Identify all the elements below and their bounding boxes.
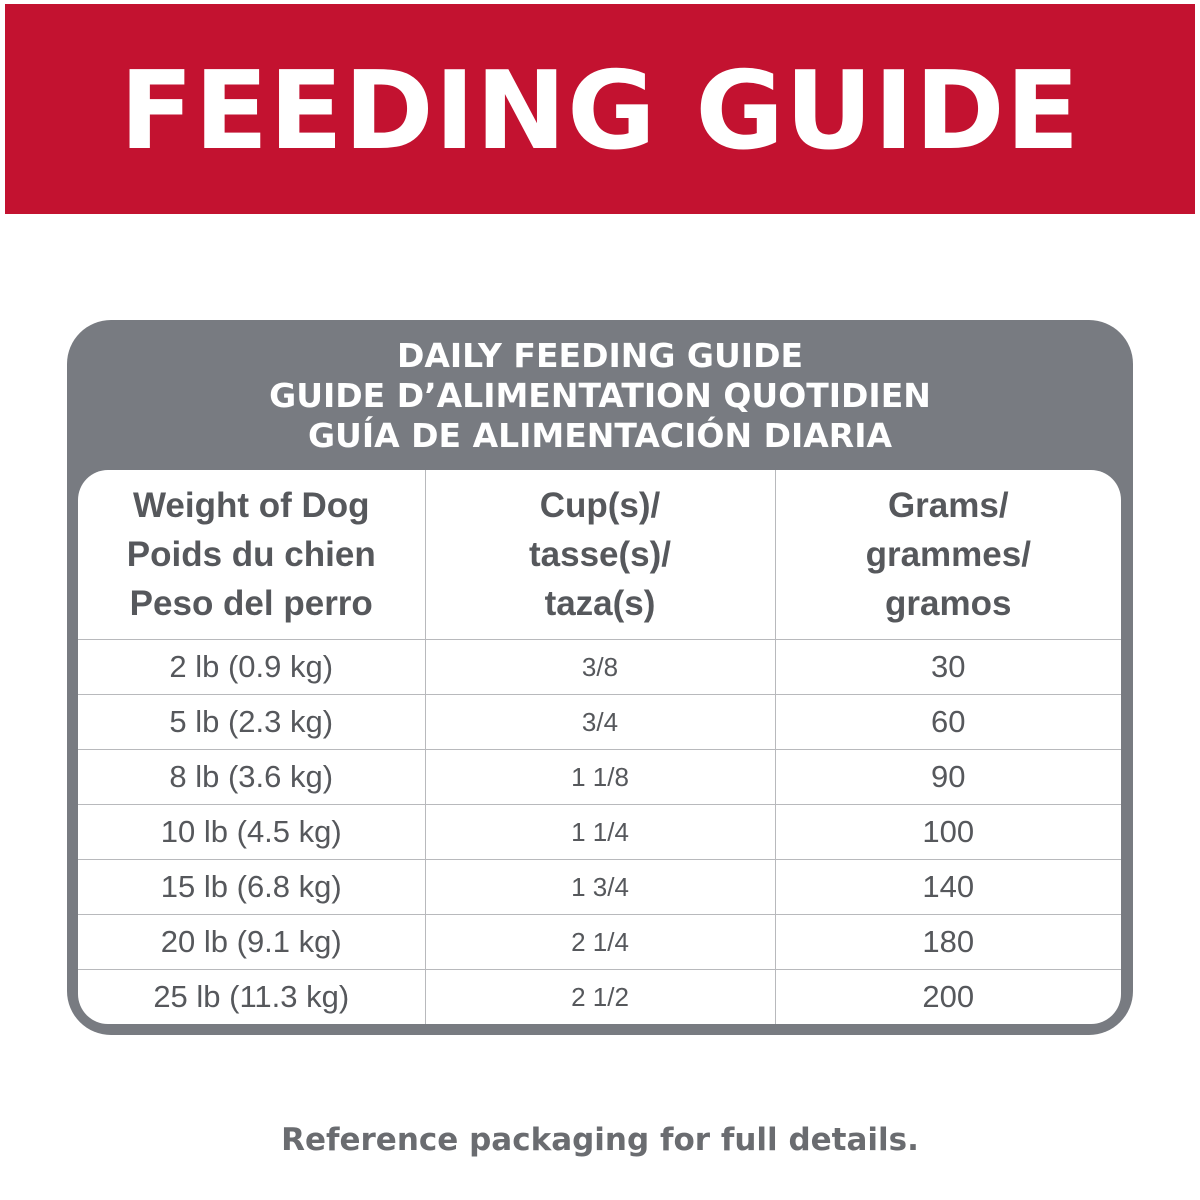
cups-cell: 1 3/4 — [425, 860, 775, 915]
weight-cell: 2 lb (0.9 kg) — [78, 640, 425, 695]
cups-cell: 3/8 — [425, 640, 775, 695]
weight-cell: 8 lb (3.6 kg) — [78, 750, 425, 805]
table-row — [78, 970, 1121, 1025]
column-header-weight: Weight of Dog Poids du chien Peso del perro — [78, 470, 425, 640]
cups-cell: 1 1/8 — [425, 750, 775, 805]
column-header-cups: Cup(s)/ tasse(s)/ taza(s) — [425, 470, 775, 640]
cups-cell: 1 1/4 — [425, 805, 775, 860]
table-row — [78, 640, 1121, 695]
grams-cell: 90 — [775, 750, 1121, 805]
table-row — [78, 915, 1121, 970]
column-header-grams: Grams/ grammes/ gramos — [775, 470, 1121, 640]
weight-cell: 15 lb (6.8 kg) — [78, 860, 425, 915]
weight-cell: 20 lb (9.1 kg) — [78, 915, 425, 970]
grams-cell: 60 — [775, 695, 1121, 750]
cups-cell: 2 1/2 — [425, 970, 775, 1025]
table-header-row — [78, 470, 1121, 640]
weight-cell: 10 lb (4.5 kg) — [78, 805, 425, 860]
page-title: FEEDING GUIDE — [119, 48, 1081, 174]
feeding-table-panel — [78, 470, 1121, 1024]
grams-cell: 140 — [775, 860, 1121, 915]
table-row — [78, 805, 1121, 860]
header-line-french: GUIDE D’ALIMENTATION QUOTIDIEN — [269, 376, 931, 415]
table-row — [78, 750, 1121, 805]
card-header — [67, 336, 1133, 456]
feeding-guide-card — [67, 320, 1133, 1035]
table-row — [78, 695, 1121, 750]
header-line-spanish: GUÍA DE ALIMENTACIÓN DIARIA — [307, 416, 893, 455]
title-banner — [5, 4, 1195, 214]
feeding-table — [78, 470, 1121, 1024]
grams-cell: 100 — [775, 805, 1121, 860]
header-line-english: DAILY FEEDING GUIDE — [396, 336, 804, 375]
cups-cell: 3/4 — [425, 695, 775, 750]
footer-note: Reference packaging for full details. — [281, 1122, 919, 1158]
cups-cell: 2 1/4 — [425, 915, 775, 970]
weight-cell: 5 lb (2.3 kg) — [78, 695, 425, 750]
weight-cell: 25 lb (11.3 kg) — [78, 970, 425, 1025]
grams-cell: 180 — [775, 915, 1121, 970]
grams-cell: 30 — [775, 640, 1121, 695]
table-row — [78, 860, 1121, 915]
grams-cell: 200 — [922, 979, 975, 1014]
